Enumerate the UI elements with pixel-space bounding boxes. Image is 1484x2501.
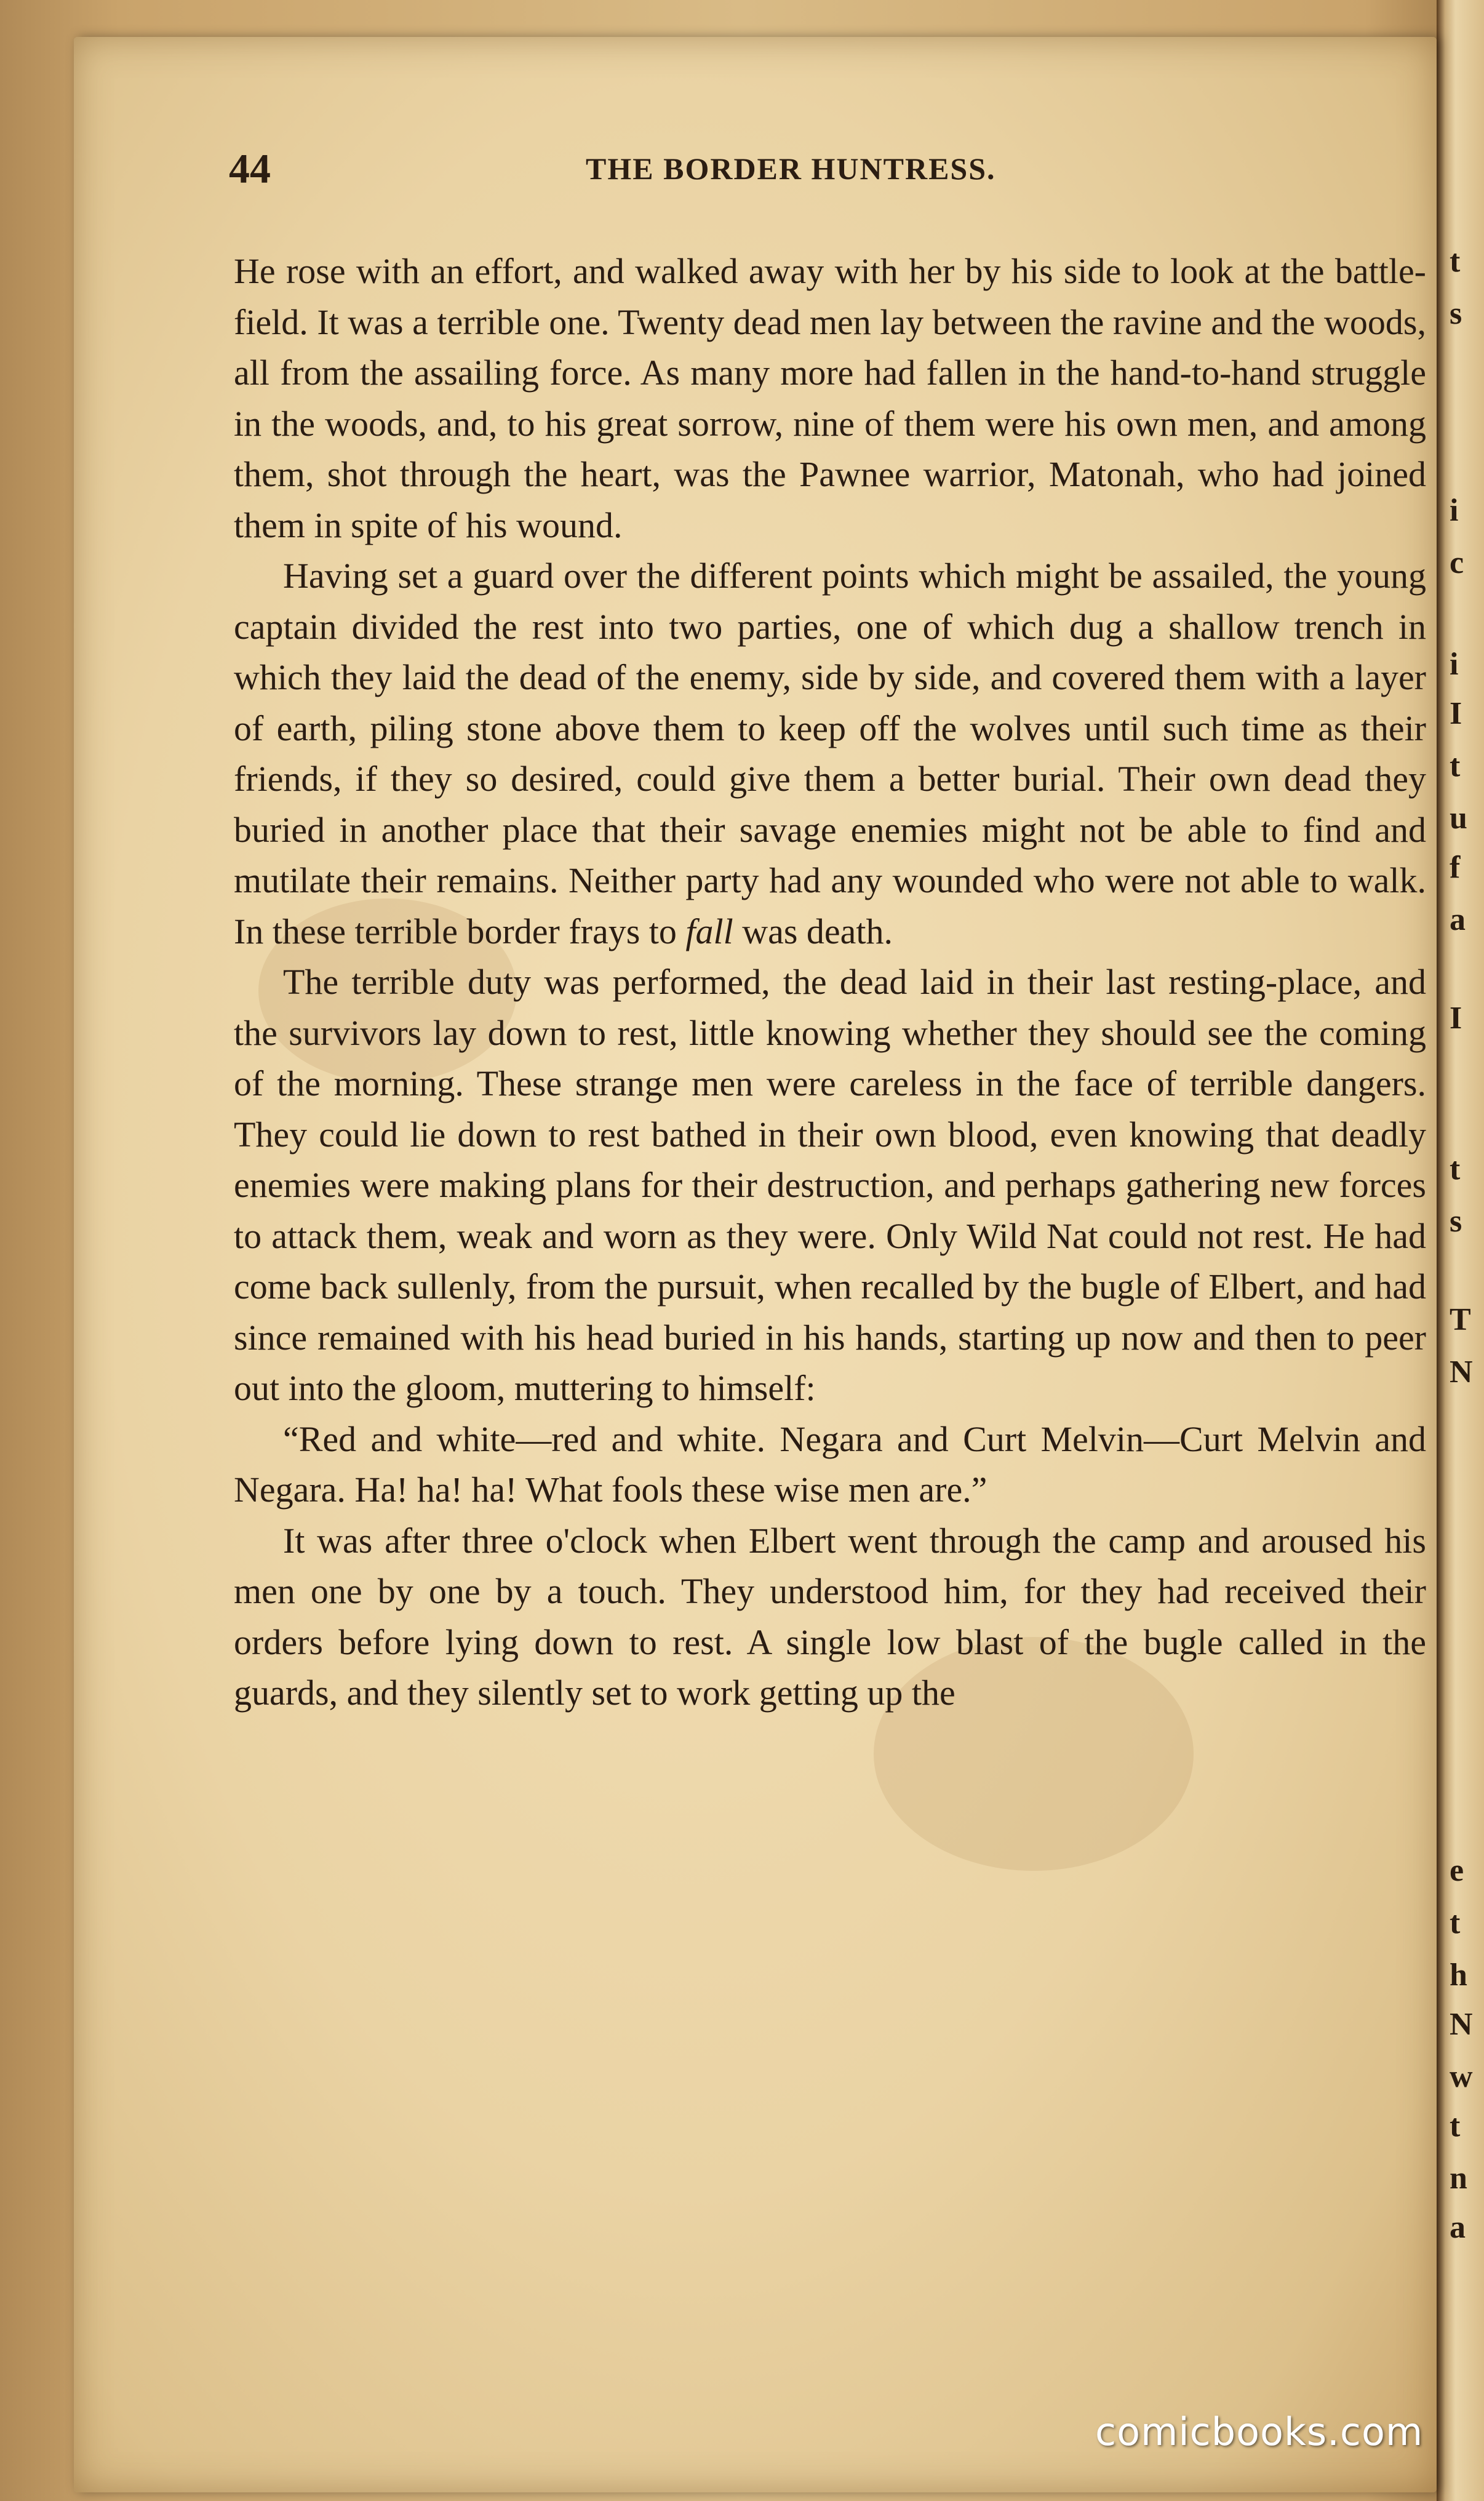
- watermark: comicbooks.com: [1095, 2409, 1424, 2454]
- paragraph: [234, 551, 1426, 957]
- facing-page-letter: u: [1450, 801, 1467, 836]
- facing-page-letter: s: [1450, 296, 1462, 331]
- running-head: THE BORDER HUNTRESS.: [586, 151, 996, 186]
- paragraph: “Red and white—red and white. Negara and Curt Melvin—Curt Melvin and Negara. Ha! ha! ha! What fools these wise men are.”: [234, 1419, 1426, 1510]
- facing-page-letter: T: [1450, 1302, 1471, 1337]
- facing-page-letter: i: [1450, 647, 1459, 682]
- facing-page-edge: [1447, 0, 1484, 2501]
- facing-page-letter: N: [1450, 2007, 1473, 2042]
- facing-page-letter: N: [1450, 1355, 1473, 1390]
- paragraph: The terrible duty was performed, the dead laid in their last resting-place, and the survivors lay down to rest, little knowing whether they should see the coming of the morning. These strange men were careless in the face of terrible dangers. They could lie down to rest bathed in their own blood, even knowing that deadly enemies were making plans for their destruction, and perhaps gathering new forces to attack them, weak and worn as they were. Only Wild Nat could not rest. He had come back sullenly, from the pursuit, when recalled by the bugle of Elbert, and had since remained with his head buried in his hands, starting up now and then to peer out into the gloom, muttering to himself:: [234, 962, 1426, 1408]
- facing-page-letter: t: [1450, 244, 1461, 279]
- paragraph-text: Having set a guard over the different points which might be assailed, the young captain divided the rest into two parties, one of which dug a shallow trench in which they laid the dead of the enemy, side by side, and covered them with a layer of earth, piling stone above them to keep off the wolves until such time as their friends, if they so desired, could give them a better burial. Their own dead they buried in another place that their savage enemies might not be able to find and mutilate their remains. Neither party had any wounded who were not able to walk. In these terrible border frays to: [234, 556, 1426, 951]
- facing-page-letter: t: [1450, 1905, 1461, 1940]
- facing-page-letter: i: [1450, 493, 1459, 528]
- italic-word: fall: [685, 911, 733, 951]
- page-header: [229, 145, 1410, 194]
- page-body: [234, 246, 1426, 1719]
- facing-page-letter: I: [1450, 696, 1462, 731]
- paragraph: He rose with an effort, and walked away with her by his side to look at the battle-field. It was a terrible one. Twenty dead men lay between the ravine and the woods, all from the assailing force. As many more had fallen in the hand-to-hand struggle in the woods, and, to his great sorrow, nine of them were his own men, and among them, shot through the heart, was the Pawnee warrior, Matonah, who had joined them in spite of his wound.: [234, 251, 1426, 545]
- facing-page-letter: t: [1450, 748, 1461, 783]
- paragraph: It was after three o'clock when Elbert went through the camp and aroused his men one by one by a touch. They understood him, for they had received their orders before lying down to rest. A single low blast of the bugle called in the guards, and they silently set to work getting up the: [234, 1520, 1426, 1713]
- facing-page-letter: a: [1450, 2210, 1466, 2245]
- facing-page-letter: e: [1450, 1853, 1464, 1888]
- page-number: 44: [229, 145, 271, 192]
- facing-page-letter: n: [1450, 2161, 1467, 2196]
- facing-page-letter: t: [1450, 2108, 1461, 2143]
- facing-page-letter: w: [1450, 2059, 1473, 2094]
- facing-page-letter: s: [1450, 1204, 1462, 1239]
- facing-page-letter: f: [1450, 850, 1461, 885]
- facing-page-letter: I: [1450, 1001, 1462, 1036]
- facing-page-letter: h: [1450, 1958, 1467, 1993]
- facing-page-letter: t: [1450, 1151, 1461, 1186]
- paragraph-text: was death.: [733, 911, 893, 951]
- facing-page-letter: c: [1450, 545, 1464, 580]
- facing-page-letter: a: [1450, 902, 1466, 937]
